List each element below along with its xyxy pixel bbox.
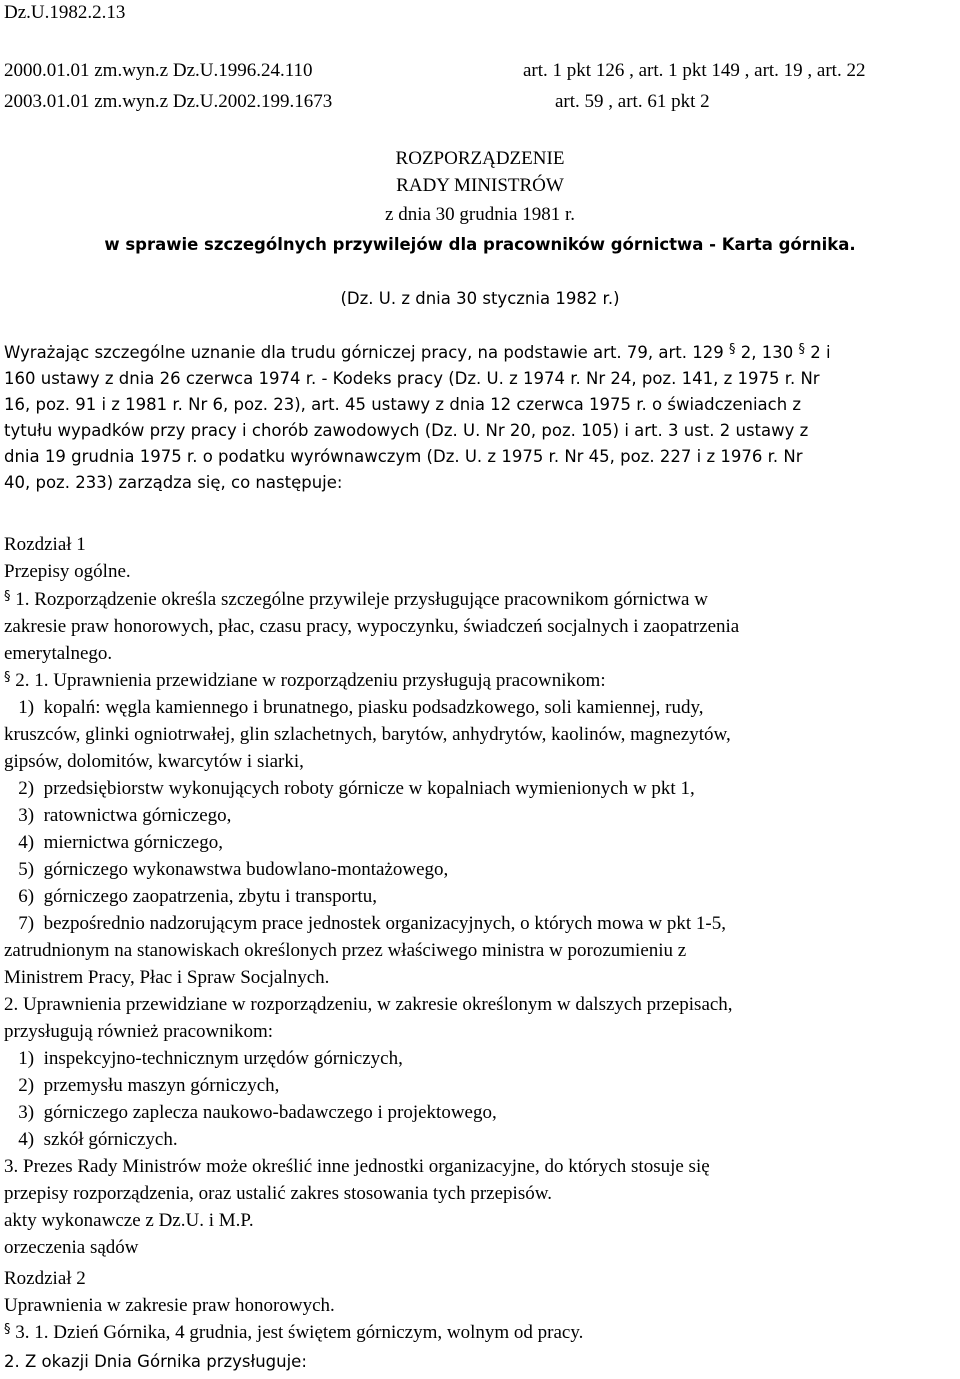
act-type: ROZPORZĄDZENIE — [395, 148, 565, 169]
preamble-line: 16, poz. 91 i z 1981 r. Nr 6, poz. 23), art. 45 ustawy z dnia 12 czerwca 1975 r. o świadczeniach z — [4, 395, 802, 414]
section-sign: § — [4, 1322, 11, 1337]
publication-ref: (Dz. U. z dnia 30 stycznia 1982 r.) — [340, 289, 620, 308]
list-item: 1) kopalń: węgla kamiennego i brunatnego, piasku podsadzkowego, soli kamiennej, rudy, — [4, 697, 704, 718]
paragraph-line-text: 1. Rozporządzenie określa szczególne przywileje przysługujące pracownikom górnictwa w — [15, 589, 708, 610]
paragraph-line-text: 2. 1. Uprawnienia przewidziane w rozporządzeniu przysługują pracownikom: — [15, 670, 606, 691]
paragraph-line-text: 3. 1. Dzień Górnika, 4 grudnia, jest świętem górniczym, wolnym od pracy. — [15, 1322, 584, 1343]
list-item: 2) przemysłu maszyn górniczych, — [4, 1075, 280, 1096]
court-rulings-link[interactable]: orzeczenia sądów — [4, 1237, 139, 1258]
preamble-line-text: Wyrażając szczególne uznanie dla trudu górniczej pracy, na podstawie art. 79, art. 129 — [4, 343, 724, 362]
paragraph-line: kruszców, glinki ogniotrwałej, glin szlachetnych, barytów, anhydrytów, kaolinów, magnezytów, — [4, 724, 731, 745]
preamble-line: 160 ustawy z dnia 26 czerwca 1974 r. - Kodeks pracy (Dz. U. z 1974 r. Nr 24, poz. 141, z 1975 r. Nr — [4, 369, 820, 388]
section-sign: § — [798, 342, 805, 357]
act-issuer: RADY MINISTRÓW — [396, 175, 564, 196]
preamble-line-tail: 2, 130 — [740, 343, 794, 362]
list-item: 4) miernictwa górniczego, — [4, 832, 223, 853]
amendment-2-ref: 2003.01.01 zm.wyn.z Dz.U.2002.199.1673 — [4, 91, 333, 112]
paragraph-line: 2. Uprawnienia przewidziane w rozporządzeniu, w zakresie określonym w dalszych przepisach, — [4, 994, 733, 1015]
list-item: 2) przedsiębiorstw wykonujących roboty górnicze w kopalniach wymienionych w pkt 1, — [4, 778, 695, 799]
chapter-title: Przepisy ogólne. — [4, 561, 131, 582]
paragraph-line: gipsów, dolomitów, kwarcytów i siarki, — [4, 751, 304, 772]
preamble-line: 40, poz. 233) zarządza się, co następuje: — [4, 473, 343, 492]
preamble-line-tail: 2 i — [810, 343, 831, 362]
act-subject: w sprawie szczególnych przywilejów dla pracowników górnictwa - Karta górnika. — [104, 235, 856, 254]
amendment-1-ref: 2000.01.01 zm.wyn.z Dz.U.1996.24.110 — [4, 60, 313, 81]
list-item: 1) inspekcyjno-technicznym urzędów górniczych, — [4, 1048, 403, 1069]
list-item: 6) górniczego zaopatrzenia, zbytu i transportu, — [4, 886, 377, 907]
amendment-1-articles: art. 1 pkt 126 , art. 1 pkt 149 , art. 19 , art. 22 — [523, 60, 866, 81]
list-item: 3) ratownictwa górniczego, — [4, 805, 232, 826]
section-sign: § — [729, 342, 736, 357]
list-item: 5) górniczego wykonawstwa budowlano-montażowego, — [4, 859, 449, 880]
chapter-heading: Rozdział 2 — [4, 1268, 86, 1289]
paragraph-line: 3. Prezes Rady Ministrów może określić inne jednostki organizacyjne, do których stosuje się — [4, 1156, 710, 1177]
paragraph-line — [4, 1323, 583, 1345]
document-id: Dz.U.1982.2.13 — [4, 2, 126, 23]
paragraph-line: emerytalnego. — [4, 643, 113, 664]
paragraph-line: 2. Z okazji Dnia Górnika przysługuje: — [4, 1352, 307, 1371]
paragraph-line: przepisy rozporządzenia, oraz ustalić zakres stosowania tych przepisów. — [4, 1183, 552, 1204]
paragraph-line: zatrudnionym na stanowiskach określonych przez właściwego ministra w porozumieniu z — [4, 940, 687, 961]
preamble-line — [4, 343, 831, 365]
list-item: 4) szkół górniczych. — [4, 1129, 178, 1150]
preamble-line: tytułu wypadków przy pracy i chorób zawodowych (Dz. U. Nr 20, poz. 105) i art. 3 ust. 2 ustawy z — [4, 421, 809, 440]
paragraph-line — [4, 590, 708, 612]
paragraph-line: Ministrem Pracy, Płac i Spraw Socjalnych. — [4, 967, 330, 988]
section-sign: § — [4, 670, 11, 685]
preamble-line: dnia 19 grudnia 1975 r. o podatku wyrównawczym (Dz. U. z 1975 r. Nr 45, poz. 227 i z 1976 r. Nr — [4, 447, 803, 466]
amendment-2-articles: art. 59 , art. 61 pkt 2 — [555, 91, 710, 112]
paragraph-line: przysługują również pracownikom: — [4, 1021, 274, 1042]
paragraph-line — [4, 671, 606, 693]
list-item: 3) górniczego zaplecza naukowo-badawczego i projektowego, — [4, 1102, 497, 1123]
implementing-acts-link[interactable]: akty wykonawcze z Dz.U. i M.P. — [4, 1210, 254, 1231]
section-sign: § — [4, 589, 11, 604]
act-date: z dnia 30 grudnia 1981 r. — [385, 204, 575, 225]
paragraph-line: zakresie praw honorowych, płac, czasu pracy, wypoczynku, świadczeń socjalnych i zaopatrzenia — [4, 616, 740, 637]
list-item: 7) bezpośrednio nadzorującym prace jednostek organizacyjnych, o których mowa w pkt 1-5, — [4, 913, 726, 934]
chapter-heading: Rozdział 1 — [4, 534, 86, 555]
chapter-title: Uprawnienia w zakresie praw honorowych. — [4, 1295, 335, 1316]
